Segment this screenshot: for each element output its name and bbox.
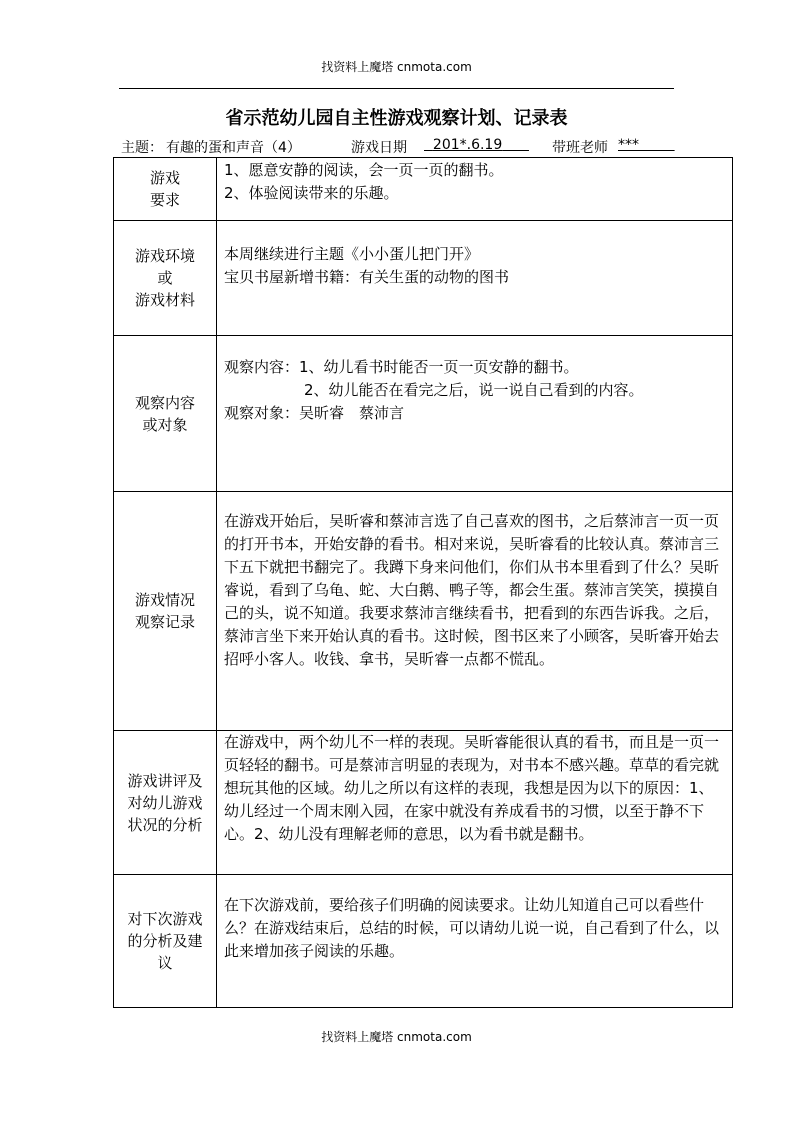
content-line: 宝贝书屋新增书籍：有关生蛋的动物的图书 bbox=[224, 268, 510, 286]
content-paragraph: 在游戏中，两个幼儿不一样的表现。吴昕睿能很认真的看书，而且是一页一页轻轻的翻书。可是蔡沛言明显的表现为，对书本不感兴趣。草草的看完就想玩其他的区域。幼儿之所以有这样的表现，我想是因为以下的原因：1、幼儿经过一个周末刚入园，在家中就没有养成看书的习惯，以至于静不下心。2、幼儿没有理解老师的意思，以为看书就是翻书。 bbox=[224, 733, 720, 843]
row-content bbox=[217, 336, 732, 491]
document-title: 省示范幼儿园自主性游戏观察计划、记录表 bbox=[225, 108, 568, 129]
teacher-value bbox=[618, 137, 675, 153]
row-label bbox=[114, 875, 217, 1007]
meta-line bbox=[121, 137, 741, 157]
content-line: 观察内容：1、幼儿看书时能否一页一页安静的翻书。 bbox=[224, 358, 579, 376]
label-text: 对下次游戏的分析及建议 bbox=[127, 910, 203, 972]
label-text: 游戏环境 或 游戏材料 bbox=[134, 247, 195, 309]
content-line: 2、幼儿能否在看完之后，说一说自己看到的内容。 bbox=[304, 381, 644, 399]
label-text: 游戏讲评及对幼儿游戏状况的分析 bbox=[127, 771, 203, 834]
label-text: 游戏情况 观察记录 bbox=[134, 591, 195, 631]
row-game-requirements bbox=[114, 158, 732, 221]
row-label bbox=[114, 336, 217, 491]
row-next-suggestions bbox=[114, 875, 732, 1007]
row-content bbox=[217, 221, 732, 335]
teacher-label: 带班老师 bbox=[552, 140, 608, 156]
label-text: 游戏 要求 bbox=[149, 169, 180, 209]
content-line: 本周继续进行主题《小小蛋儿把门开》 bbox=[224, 245, 480, 263]
row-content bbox=[217, 875, 732, 1007]
page-footer-watermark: 找资料上魔塔 cnmota.com bbox=[321, 1030, 472, 1044]
game-date-value bbox=[424, 137, 529, 153]
content-line: 2、体验阅读带来的乐趣。 bbox=[224, 184, 399, 202]
row-content bbox=[217, 492, 732, 730]
label-text: 观察内容 或对象 bbox=[134, 393, 195, 434]
theme-label: 主题： bbox=[121, 140, 163, 156]
row-label bbox=[114, 731, 217, 874]
content-paragraph: 在游戏开始后，吴昕睿和蔡沛言选了自己喜欢的图书，之后蔡沛言一页一页的打开书本，开始安静的看书。相对来说，吴昕睿看的比较认真。蔡沛言三下五下就把书翻完了。我蹲下身来问他们，你们从书本里看到了什么？吴昕睿说，看到了乌龟、蛇、大白鹅、鸭子等，都会生蛋。蔡沛言笑笑，摸摸自己的头，说不知道。我要求蔡沛言继续看书，把看到的东西告诉我。之后，蔡沛言坐下来开始认真的看书。这时候，图书区来了小顾客，吴昕睿开始去招呼小客人。收钱、拿书，吴昕睿一点都不慌乱。 bbox=[224, 512, 720, 668]
row-label bbox=[114, 221, 217, 335]
row-content bbox=[217, 731, 732, 874]
content-paragraph: 在下次游戏前，要给孩子们明确的阅读要求。让幼儿知道自己可以看些什么？在游戏结束后，总结的时候，可以请幼儿说一说，自己看到了什么，以此来增加孩子阅读的乐趣。 bbox=[224, 896, 720, 960]
game-date-label: 游戏日期 bbox=[351, 140, 407, 156]
page-header-watermark: 找资料上魔塔 cnmota.com bbox=[321, 60, 472, 74]
row-game-environment bbox=[114, 221, 732, 336]
row-label bbox=[114, 492, 217, 730]
content-line: 1、愿意安静的阅读，会一页一页的翻书。 bbox=[224, 161, 504, 179]
row-label bbox=[114, 158, 217, 220]
header-divider bbox=[119, 88, 674, 89]
row-content bbox=[217, 158, 732, 220]
row-observation-record bbox=[114, 492, 732, 731]
observation-table bbox=[113, 157, 733, 1008]
game-date-text: 201*.6.19 bbox=[432, 137, 503, 153]
theme-value: 有趣的蛋和声音（4） bbox=[166, 140, 301, 156]
row-game-analysis bbox=[114, 731, 732, 875]
content-line: 观察对象：吴昕睿 蔡沛言 bbox=[224, 404, 405, 422]
teacher-text: *** bbox=[618, 137, 639, 153]
row-observation-content bbox=[114, 336, 732, 492]
